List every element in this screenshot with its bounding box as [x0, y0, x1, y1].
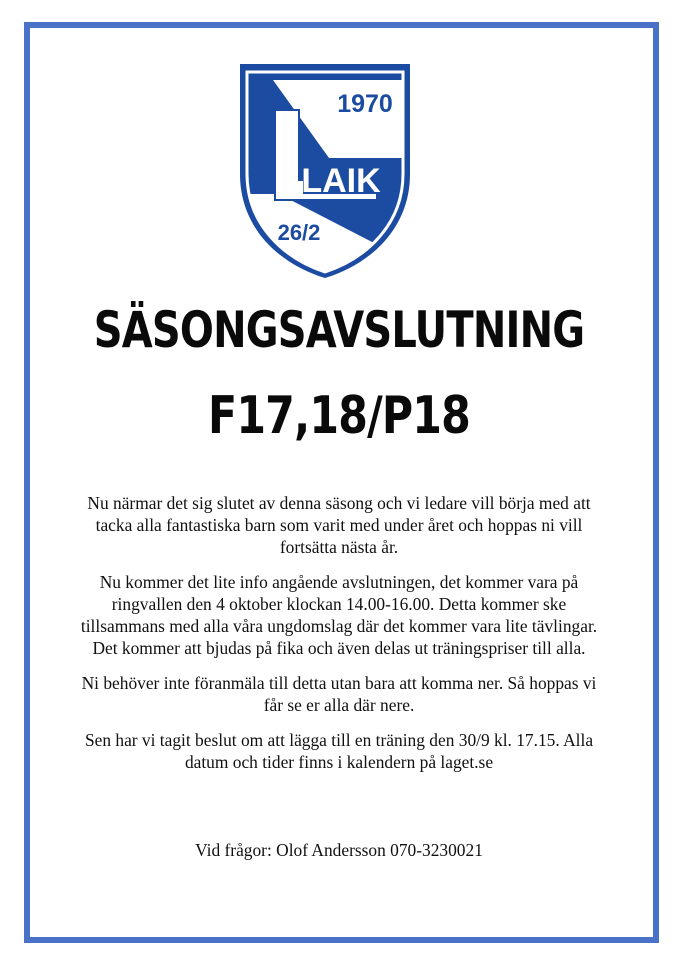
club-crest-logo: [237, 62, 413, 278]
paragraph-intro: Nu närmar det sig slutet av denna säsong och vi ledare vill börja med att tacka alla fantastiska barn som varit med under året och hoppas ni vill fortsätta nästa år.: [87, 493, 591, 557]
paragraph-event-info: Nu kommer det lite info angående avslutningen, det kommer vara på ringvallen den 4 oktober klockan 14.00-16.00. Detta kommer ske tillsammans med alla våra ungdomslag där det kommer vara lite tävlingar. Det kommer att bjudas på fika och även delas ut träningspriser till alla.: [80, 572, 598, 658]
paragraph-training: Sen har vi tagit beslut om att lägga till en träning den 30/9 kl. 17.15. Alla datum och tider finns i kalendern på laget.se: [84, 730, 594, 772]
paragraph-registration: Ni behöver inte föranmäla till detta utan bara att komma ner. Så hoppas vi får se er alla där nere.: [81, 673, 597, 715]
logo-date-text: 26/2: [277, 220, 321, 245]
page-title: SÄSONGSAVSLUTNING: [93, 301, 585, 359]
contact-line: Vid frågor: Olof Andersson 070-3230021: [195, 840, 483, 860]
logo-year-text: 1970: [337, 90, 393, 118]
body-text: [80, 492, 598, 786]
logo-name-text: LAIK: [301, 162, 381, 200]
page-subtitle: F17,18/P18: [208, 386, 470, 446]
